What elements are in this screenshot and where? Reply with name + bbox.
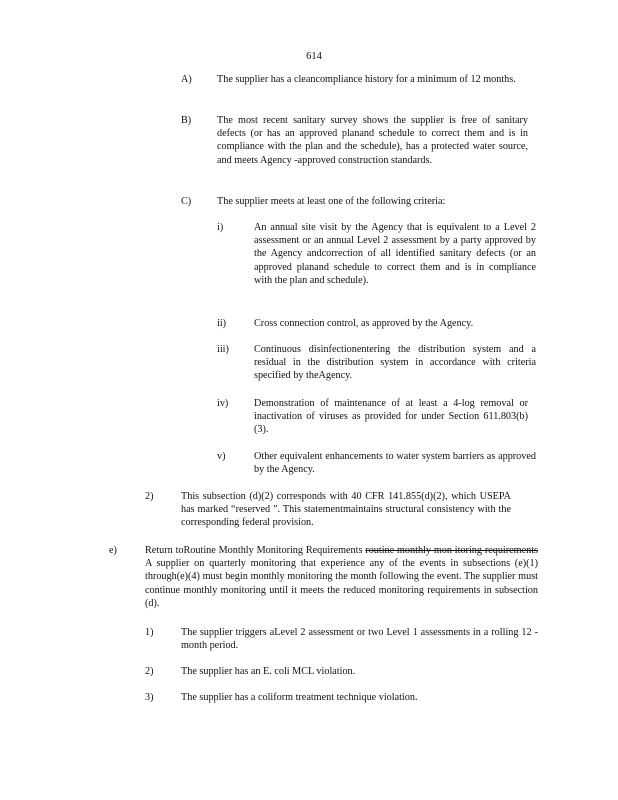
criterion-text-ii: Cross connection control, as approved by the Agency. — [254, 318, 474, 329]
e-item-label-2: 2) — [145, 666, 154, 677]
e-item-text-2: The supplier has an E. coli MCL violation. — [181, 666, 356, 677]
e-item-label-3: 3) — [145, 692, 154, 703]
criterion-text-v: Other equivalent enhancements to water system barriers as approved by the Agency. — [254, 451, 536, 476]
item-label-a: A) — [181, 74, 192, 85]
item-label-c: C) — [181, 196, 192, 207]
criterion-label-v: v) — [217, 451, 226, 462]
criterion-label-i: i) — [217, 222, 224, 233]
section-e-struck-text: routine monthly mon itoring requirements — [365, 545, 539, 556]
section-text-e — [145, 544, 538, 610]
item-text-a: The supplier has a cleancompliance history for a minimum of 12 months. — [217, 74, 516, 85]
item-text-c: The supplier meets at least one of the following criteria: — [217, 196, 446, 207]
e-item-text-3: The supplier has a coliform treatment technique violation. — [181, 692, 418, 703]
e-item-label-1: 1) — [145, 627, 154, 638]
criterion-label-iii: iii) — [217, 344, 229, 355]
criterion-label-iv: iv) — [217, 398, 229, 409]
criterion-label-ii: ii) — [217, 318, 227, 329]
section-e-body: A supplier on quarterly monitoring that experience any of the events in subsections (e)(1) through(e)(4) must begin monthly monitoring the month following the event. The supplier must continue monthly monitoring until it meets the reduced monitoring requirements in subsection (d). — [145, 558, 538, 609]
section-label-e: e) — [109, 545, 117, 556]
item-label-2: 2) — [145, 491, 154, 502]
page-number: 614 — [306, 51, 322, 62]
criterion-text-i: An annual site visit by the Agency that is equivalent to a Level 2 assessment or an annual Level 2 assessment by a party approved by the Agency andcorrection of all identified sanitary defects (or an approved planand schedule to correct them and is in compliance with the plan and schedule). — [254, 222, 536, 286]
item-text-2: This subsection (d)(2) corresponds with 40 CFR 141.855(d)(2), which USEPA has marked “reserved ”. This statementmaintains structural consistency with the corresponding federal provision. — [181, 491, 511, 529]
item-label-b: B) — [181, 115, 192, 126]
section-e-title: Return toRoutine Monthly Monitoring Requirements — [145, 545, 363, 556]
e-item-text-1: The supplier triggers aLevel 2 assessment or two Level 1 assessments in a rolling 12 -month period. — [181, 627, 538, 652]
criterion-text-iv: Demonstration of maintenance of at least a 4-log removal or inactivation of viruses as provided for under Section 611.803(b)(3). — [254, 398, 528, 436]
criterion-text-iii: Continuous disinfectionentering the distribution system and a residual in the distribution system in accordance with criteria specified by theAgency. — [254, 344, 536, 382]
item-text-b: The most recent sanitary survey shows the supplier is free of sanitary defects (or has an approved planand schedule to correct them and is in compliance with the plan and the schedule), has a protected water source, and meets Agency -approved construction standards. — [217, 115, 528, 166]
